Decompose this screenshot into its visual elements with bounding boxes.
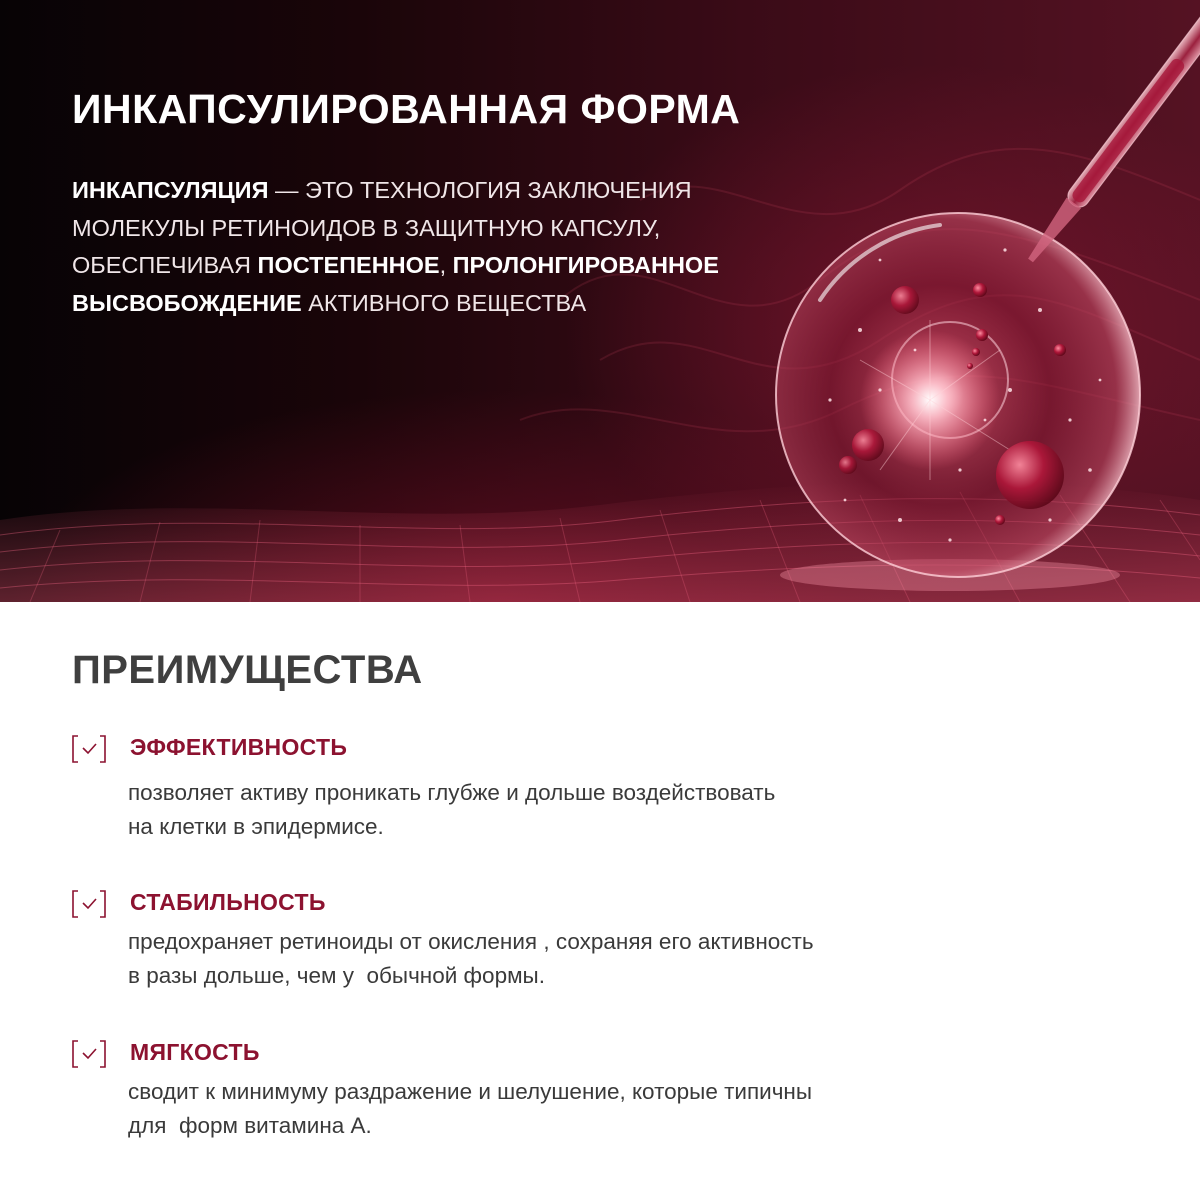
benefit-title: ЭФФЕКТИВНОСТЬ <box>130 734 348 760</box>
hero-text-bold-encapsulation: ИНКАПСУЛЯЦИЯ <box>72 177 269 203</box>
hero-description <box>72 172 772 322</box>
benefit-title: МЯГКОСТЬ <box>130 1039 260 1065</box>
hero-text-part-3: АКТИВНОГО ВЕЩЕСТВА <box>301 289 587 316</box>
benefit-description <box>128 1075 812 1143</box>
benefits-title: ПРЕИМУЩЕСТВА <box>72 648 423 692</box>
checkbox-check-icon <box>72 734 106 764</box>
benefit-description <box>128 776 775 844</box>
hero-title: ИНКАПСУЛИРОВАННАЯ ФОРМА <box>72 86 741 132</box>
hero-text-part-2: , <box>439 252 453 278</box>
hero-text-part-1: — ЭТО ТЕХНОЛОГИЯ ЗАКЛЮЧЕНИЯ МОЛЕКУЛЫ РЕТИНОИДОВ В ЗАЩИТНУЮ КАПСУЛУ, ОБЕСПЕЧИВАЯ <box>72 177 692 278</box>
benefit-description-line: сводит к минимуму раздражение и шелушение, которые типичны <box>128 1079 813 1104</box>
checkbox-check-icon <box>72 1039 106 1069</box>
benefit-title: СТАБИЛЬНОСТЬ <box>130 889 326 915</box>
benefit-description-line: на клетки в эпидермисе. <box>128 814 384 839</box>
hero-text-bold-gradual: ПОСТЕПЕННОЕ <box>257 252 440 278</box>
benefit-description-line: для форм витамина А. <box>128 1113 372 1138</box>
benefit-description-line: позволяет активу проникать глубже и дольше воздействовать <box>128 780 776 805</box>
hero-text-bold-prolonged: ПРОЛОНГИРОВАННОЕ ВЫСВОБОЖДЕНИЕ <box>72 252 719 316</box>
checkbox-check-icon <box>72 889 106 919</box>
benefit-description-line: предохраняет ретиноиды от окисления , сохраняя его активность <box>128 929 814 954</box>
benefit-description-line: в разы дольше, чем у обычной формы. <box>128 963 545 988</box>
benefit-description <box>128 925 814 993</box>
